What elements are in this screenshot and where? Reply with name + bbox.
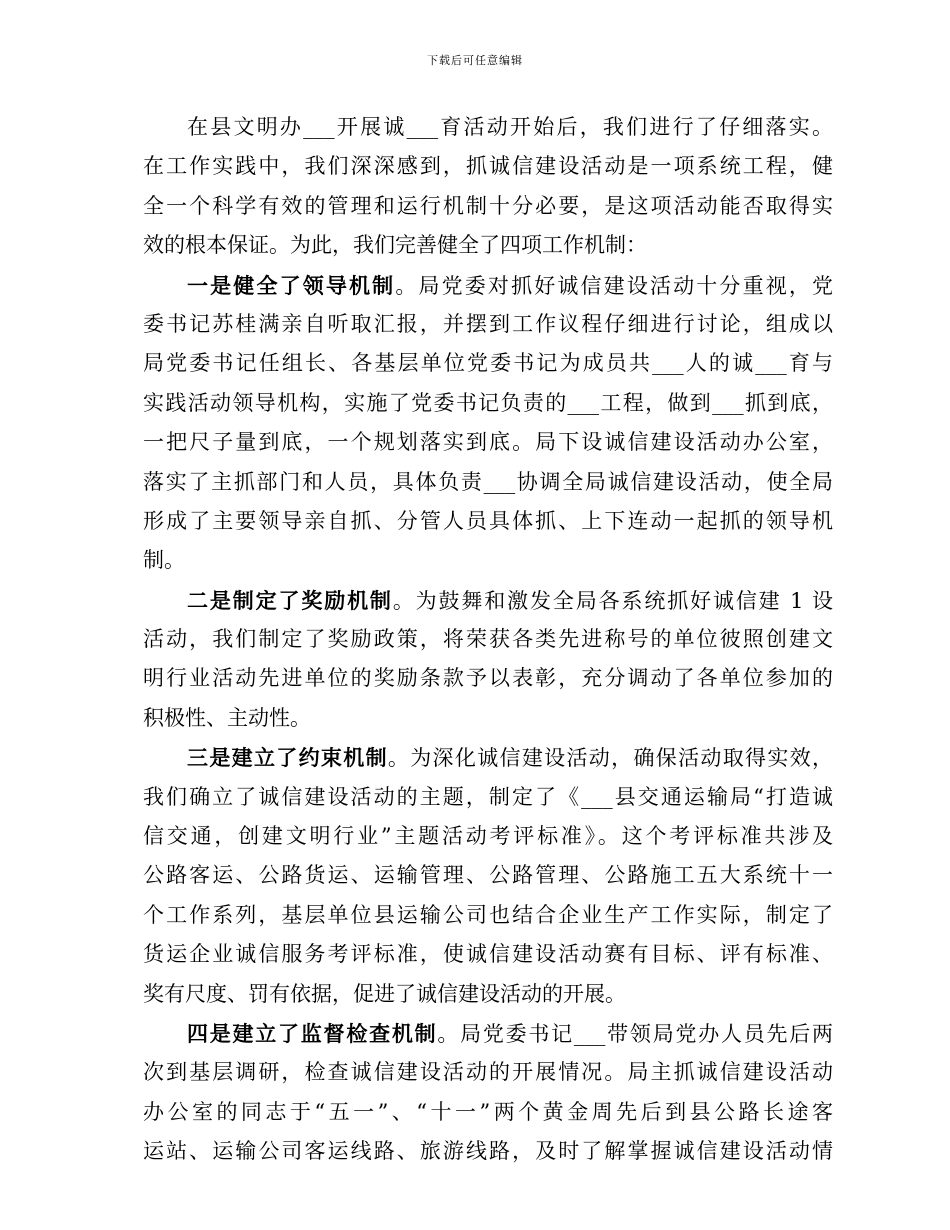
section-heading: 四是建立了监督检查机制 xyxy=(187,1020,438,1046)
line-text: 全一个科学有效的管理和运行机制十分必要，是这项活动能否取得实 xyxy=(143,193,833,218)
line-text: 。局党委书记___带领局党办人员先后两 xyxy=(437,1021,834,1046)
text-line xyxy=(143,935,833,974)
line-text: 我们确立了诚信建设活动的主题，制定了《___县交通运输局“打造诚 xyxy=(143,784,833,809)
text-line xyxy=(143,541,833,580)
text-line xyxy=(143,817,833,856)
text-line xyxy=(143,1053,833,1092)
text-line xyxy=(143,266,833,305)
section-heading: 一是健全了领导机制 xyxy=(187,272,396,298)
text-line xyxy=(143,344,833,383)
text-line xyxy=(143,856,833,895)
line-text: 办公室的同志于“五一”、“十一”两个黄金周先后到县公路长途客 xyxy=(143,1099,833,1124)
document-body xyxy=(143,108,833,1172)
line-text: 形成了主要领导亲自抓、分管人员具体抓、上下连动一起抓的领导机 xyxy=(143,508,833,533)
line-text: 。为鼓舞和激发全局各系统抓好诚信建 1 设 xyxy=(392,588,833,613)
text-line xyxy=(143,108,833,147)
line-text: 制。 xyxy=(143,548,185,573)
line-text: 信交通，创建文明行业”主题活动考评标准》。这个考评标准共涉及 xyxy=(143,824,833,849)
line-text: 奖有尺度、罚有依据，促进了诚信建设活动的开展。 xyxy=(143,981,626,1006)
line-text: 个工作系列，基层单位县运输公司也结合企业生产工作实际，制定了 xyxy=(143,902,833,927)
text-line xyxy=(143,581,833,620)
text-line xyxy=(143,896,833,935)
text-line xyxy=(143,187,833,226)
line-text: 活动，我们制定了奖励政策，将荣获各类先进称号的单位彼照创建文 xyxy=(143,627,833,652)
text-line xyxy=(143,226,833,265)
text-line xyxy=(143,502,833,541)
text-line xyxy=(143,738,833,777)
line-text: 效的根本保证。为此，我们完善健全了四项工作机制： xyxy=(143,233,647,258)
line-text: 一把尺子量到底，一个规划落实到底。局下设诚信建设活动办公室， xyxy=(143,430,833,455)
line-text: 委书记苏桂满亲自听取汇报，并摆到工作议程仔细进行讨论，组成以 xyxy=(143,311,833,336)
line-text: 在县文明办___开展诚___育活动开始后，我们进行了仔细落实。 xyxy=(187,115,833,139)
text-line xyxy=(143,384,833,423)
line-text: 运站、运输公司客运线路、旅游线路，及时了解掌握诚信建设活动情 xyxy=(143,1139,833,1164)
section-heading: 三是建立了约束机制 xyxy=(187,745,388,771)
text-line xyxy=(143,659,833,698)
text-line xyxy=(143,620,833,659)
text-line xyxy=(143,305,833,344)
line-text: 落实了主抓部门和人员，具体负责___协调全局诚信建设活动，使全局 xyxy=(143,469,833,494)
line-text: 。为深化诚信建设活动，确保活动取得实效， xyxy=(387,746,834,771)
line-text: 明行业活动先进单位的奖励条款予以表彰，充分调动了各单位参加的 xyxy=(143,666,833,691)
line-text: 实践活动领导机构，实施了党委书记负责的___工程，做到___抓到底， xyxy=(143,390,833,415)
text-line xyxy=(143,975,833,1014)
section-heading: 二是制定了奖励机制 xyxy=(187,587,393,613)
line-text: 在工作实践中，我们深深感到，抓诚信建设活动是一项系统工程，健 xyxy=(143,154,833,179)
text-line xyxy=(143,778,833,817)
text-line xyxy=(143,699,833,738)
line-text: 公路客运、公路货运、运输管理、公路管理、公路施工五大系统十一 xyxy=(143,863,833,888)
text-line xyxy=(143,1014,833,1053)
text-line xyxy=(143,147,833,186)
text-line xyxy=(143,463,833,502)
line-text: 积极性、主动性。 xyxy=(143,705,311,730)
line-text: 局党委书记任组长、各基层单位党委书记为成员共___人的诚___育与 xyxy=(143,351,833,376)
line-text: 货运企业诚信服务考评标准，使诚信建设活动赛有目标、评有标准、 xyxy=(143,942,833,967)
line-text: 次到基层调研，检查诚信建设活动的开展情况。局主抓诚信建设活动 xyxy=(143,1060,833,1085)
text-line xyxy=(143,423,833,462)
line-text: 。局党委对抓好诚信建设活动十分重视，党 xyxy=(395,273,834,298)
text-line xyxy=(143,1093,833,1132)
page-header: 下载后可任意编辑 xyxy=(427,54,523,67)
text-line xyxy=(143,1132,833,1171)
